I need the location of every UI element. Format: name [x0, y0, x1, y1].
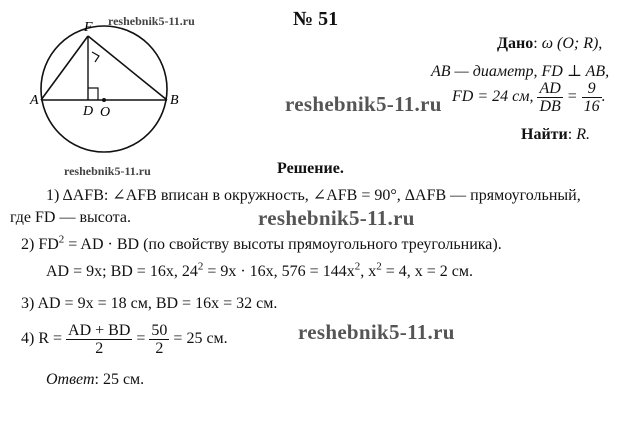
step-4-fraction-2: $\frac{50}{2}$	[151, 322, 168, 357]
solution-heading: Решение.	[277, 160, 344, 177]
find-label: Найти	[521, 126, 568, 143]
label-B: B	[170, 93, 179, 108]
center-point-O	[102, 98, 106, 102]
given-line3: FD = 24 см, $\frac{AD}{DB}$ = $\frac{9}{16}$ .	[452, 80, 606, 115]
step-2-line-b: AD = 9x; BD = 16x, $24^2 = 9x \cdot 16x$, $576 = 144x^2$, $x^2 = 4$, x = 2 см.	[46, 260, 473, 280]
step-3: 3) AD = 9x = 18 см, BD = 16x = 32 см.	[21, 295, 278, 312]
circle-diagram	[28, 14, 188, 164]
watermark-left: reshebnik5-11.ru	[64, 164, 151, 178]
label-F: F	[84, 20, 93, 35]
ratio-fraction-numbers: $\frac{9}{16}$	[583, 80, 600, 115]
given-line2: AB — диаметр, FD ⊥ AB,	[431, 63, 610, 80]
problem-number: № 51	[293, 8, 339, 30]
circle-omega	[41, 26, 167, 152]
answer-label: Ответ	[46, 371, 95, 388]
answer-line: Ответ: 25 см.	[46, 371, 145, 388]
find-line: Найти: R.	[521, 126, 590, 143]
step-2-line-a: 2) $FD^2$ = AD · BD (по свойству высоты прямоугольного треугольника).	[21, 233, 502, 253]
watermark-top: reshebnik5-11.ru	[108, 14, 195, 28]
label-O: O	[100, 105, 111, 120]
step-4: 4) R = $\frac{AD + BD}{2}$ = $\frac{50}{2}$ = 25 см.	[21, 322, 228, 357]
label-A: A	[30, 93, 39, 108]
label-D: D	[83, 104, 94, 119]
segment-AF	[41, 36, 88, 100]
ratio-fraction-letters: $\frac{AD}{DB}$	[539, 80, 561, 115]
right-angle-F	[92, 52, 99, 62]
given-line1: Дано: ω (O; R),	[497, 35, 603, 52]
given-label: Дано	[497, 35, 534, 52]
segment-FB	[88, 36, 167, 100]
right-angle-D	[88, 88, 98, 100]
step-1-line-b: где FD — высота.	[10, 209, 131, 226]
watermark-mid3: reshebnik5-11.ru	[298, 320, 455, 344]
step-1-line-a: 1) ΔAFB: ∠AFB вписан в окружность, ∠AFB = 90°, ΔAFB — прямоугольный,	[46, 187, 581, 204]
watermark-mid1: reshebnik5-11.ru	[285, 92, 442, 116]
step-4-fraction-1: $\frac{AD + BD}{2}$	[68, 322, 131, 357]
watermark-mid2: reshebnik5-11.ru	[258, 206, 415, 230]
